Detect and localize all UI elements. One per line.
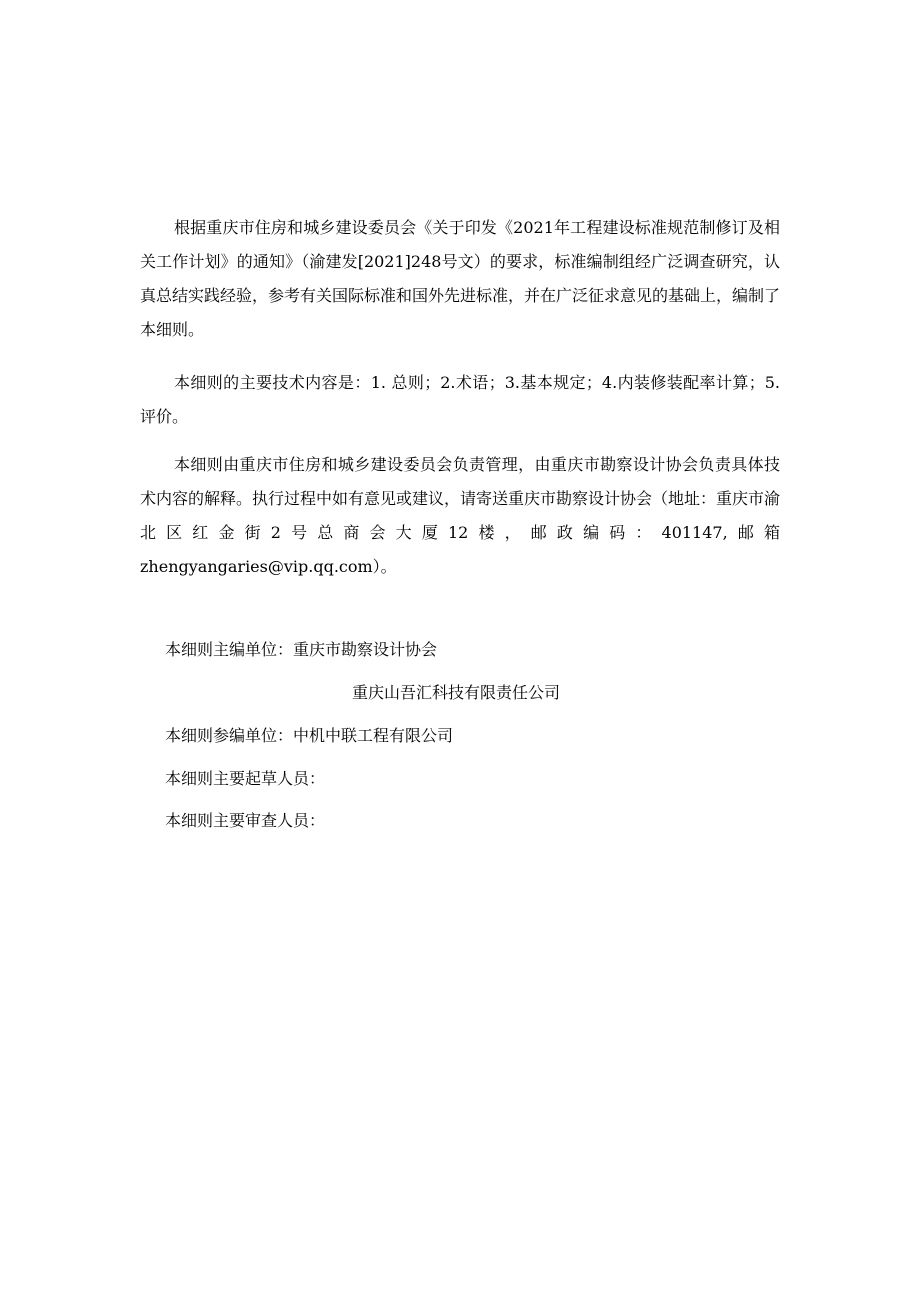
- chief-editor-unit-line: 本细则主编单位：重庆市勘察设计协会: [165, 640, 438, 659]
- participating-unit-line: 本细则参编单位：中机中联工程有限公司: [165, 726, 454, 745]
- main-reviewers-line: 本细则主要审查人员：: [165, 811, 326, 830]
- chief-editor-unit-second: 重庆山吾汇科技有限责任公司: [352, 683, 561, 702]
- preface-paragraph-basis: 根据重庆市住房和城乡建设委员会《关于印发《2021年工程建设标准规范制修订及相关工作计划》的通知》（渝建发[2021]248号文）的要求，标准编制组经广泛调查研究，认真总结实践经验，参考有关国际标准和国外先进标准，并在广泛征求意见的基础上，编制了本细则。: [140, 218, 781, 339]
- preface-paragraph-contents: 本细则的主要技术内容是：1. 总则；2.术语；3.基本规定；4.内装修装配率计算；5.评价。: [140, 373, 780, 426]
- preface-paragraph-management: 本细则由重庆市住房和城乡建设委员会负责管理，由重庆市勘察设计协会负责具体技术内容的解释。执行过程中如有意见或建议，请寄送重庆市勘察设计协会（地址：重庆市渝北区红金街2号总商会大厦12楼，邮政编码：401147,邮箱zhengyangaries@vip.qq.com）。: [140, 455, 781, 576]
- main-drafters-line: 本细则主要起草人员：: [165, 769, 326, 788]
